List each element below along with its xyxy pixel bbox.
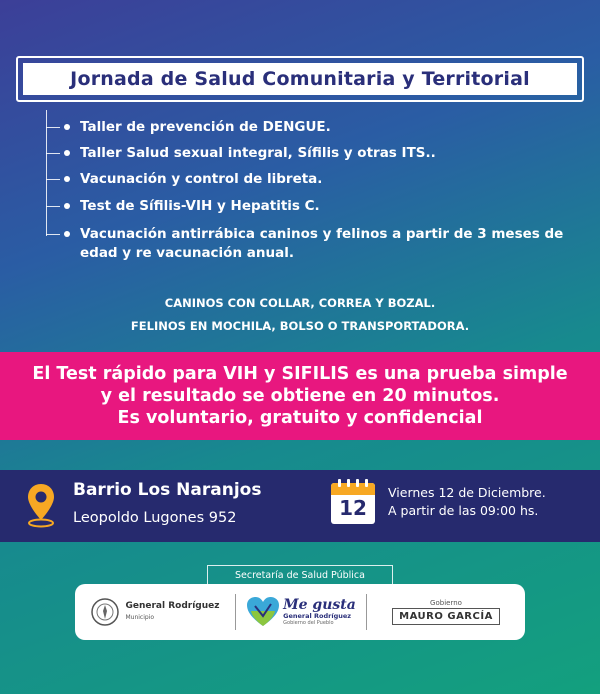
pet-note-dogs: CANINOS CON COLLAR, CORREA Y BOZAL. [164,296,436,310]
calendar-day: 12 [339,496,367,520]
municipio-seal-icon [90,597,120,627]
gobierno-logo [367,584,525,640]
location-address: Leopoldo Lugones 952 [73,510,237,526]
municipio-logo [75,584,235,640]
highlight-line-1: El Test rápido para VIH y SIFILIS es una prueba simple [32,364,568,384]
pet-notes [0,292,600,338]
megusta-main: Me gusta [283,597,356,613]
secretaria-label: Secretaría de Salud Pública [207,565,393,585]
megusta-logo [236,584,366,640]
list-item: Test de Sífilis-VIH y Hepatitis C. [46,197,320,216]
event-time-line: A partir de las 09:00 hs. [388,503,539,518]
test-highlight-banner [0,352,600,440]
megusta-sub: General Rodríguez [283,612,352,620]
event-date-line: Viernes 12 de Diciembre. [388,485,546,500]
list-item: Taller de prevención de DENGUE. [46,118,331,137]
location-name: Barrio Los Naranjos [73,480,262,500]
list-item: Taller Salud sexual integral, Sífilis y otras ITS.. [46,144,436,163]
pet-note-cats: FELINOS EN MOCHILA, BOLSO O TRANSPORTADORA. [130,319,470,333]
list-item: Vacunación y control de libreta. [46,170,322,189]
map-pin-icon [26,482,56,528]
footer-logos [75,584,525,640]
event-date [388,484,546,520]
event-info-band [0,470,600,542]
highlight-line-3: Es voluntario, gratuito y confidencial [117,408,483,428]
list-item: Vacunación antirrábica caninos y felinos a partir de 3 meses de edad y re vacunación anual. [46,225,566,263]
heart-logo-icon [246,596,280,628]
megusta-sub2: Gobierno del Pueblo [283,620,334,626]
title-frame [16,56,584,102]
page-title: Jornada de Salud Comunitaria y Territorial [23,63,577,95]
municipio-sub: Municipio [125,614,155,621]
municipio-name: General Rodríguez [125,601,220,611]
gobierno-label: Gobierno [430,599,462,607]
highlight-line-2: y el resultado se obtiene en 20 minutos. [100,386,500,406]
gobierno-name: MAURO GARCÍA [392,608,500,625]
